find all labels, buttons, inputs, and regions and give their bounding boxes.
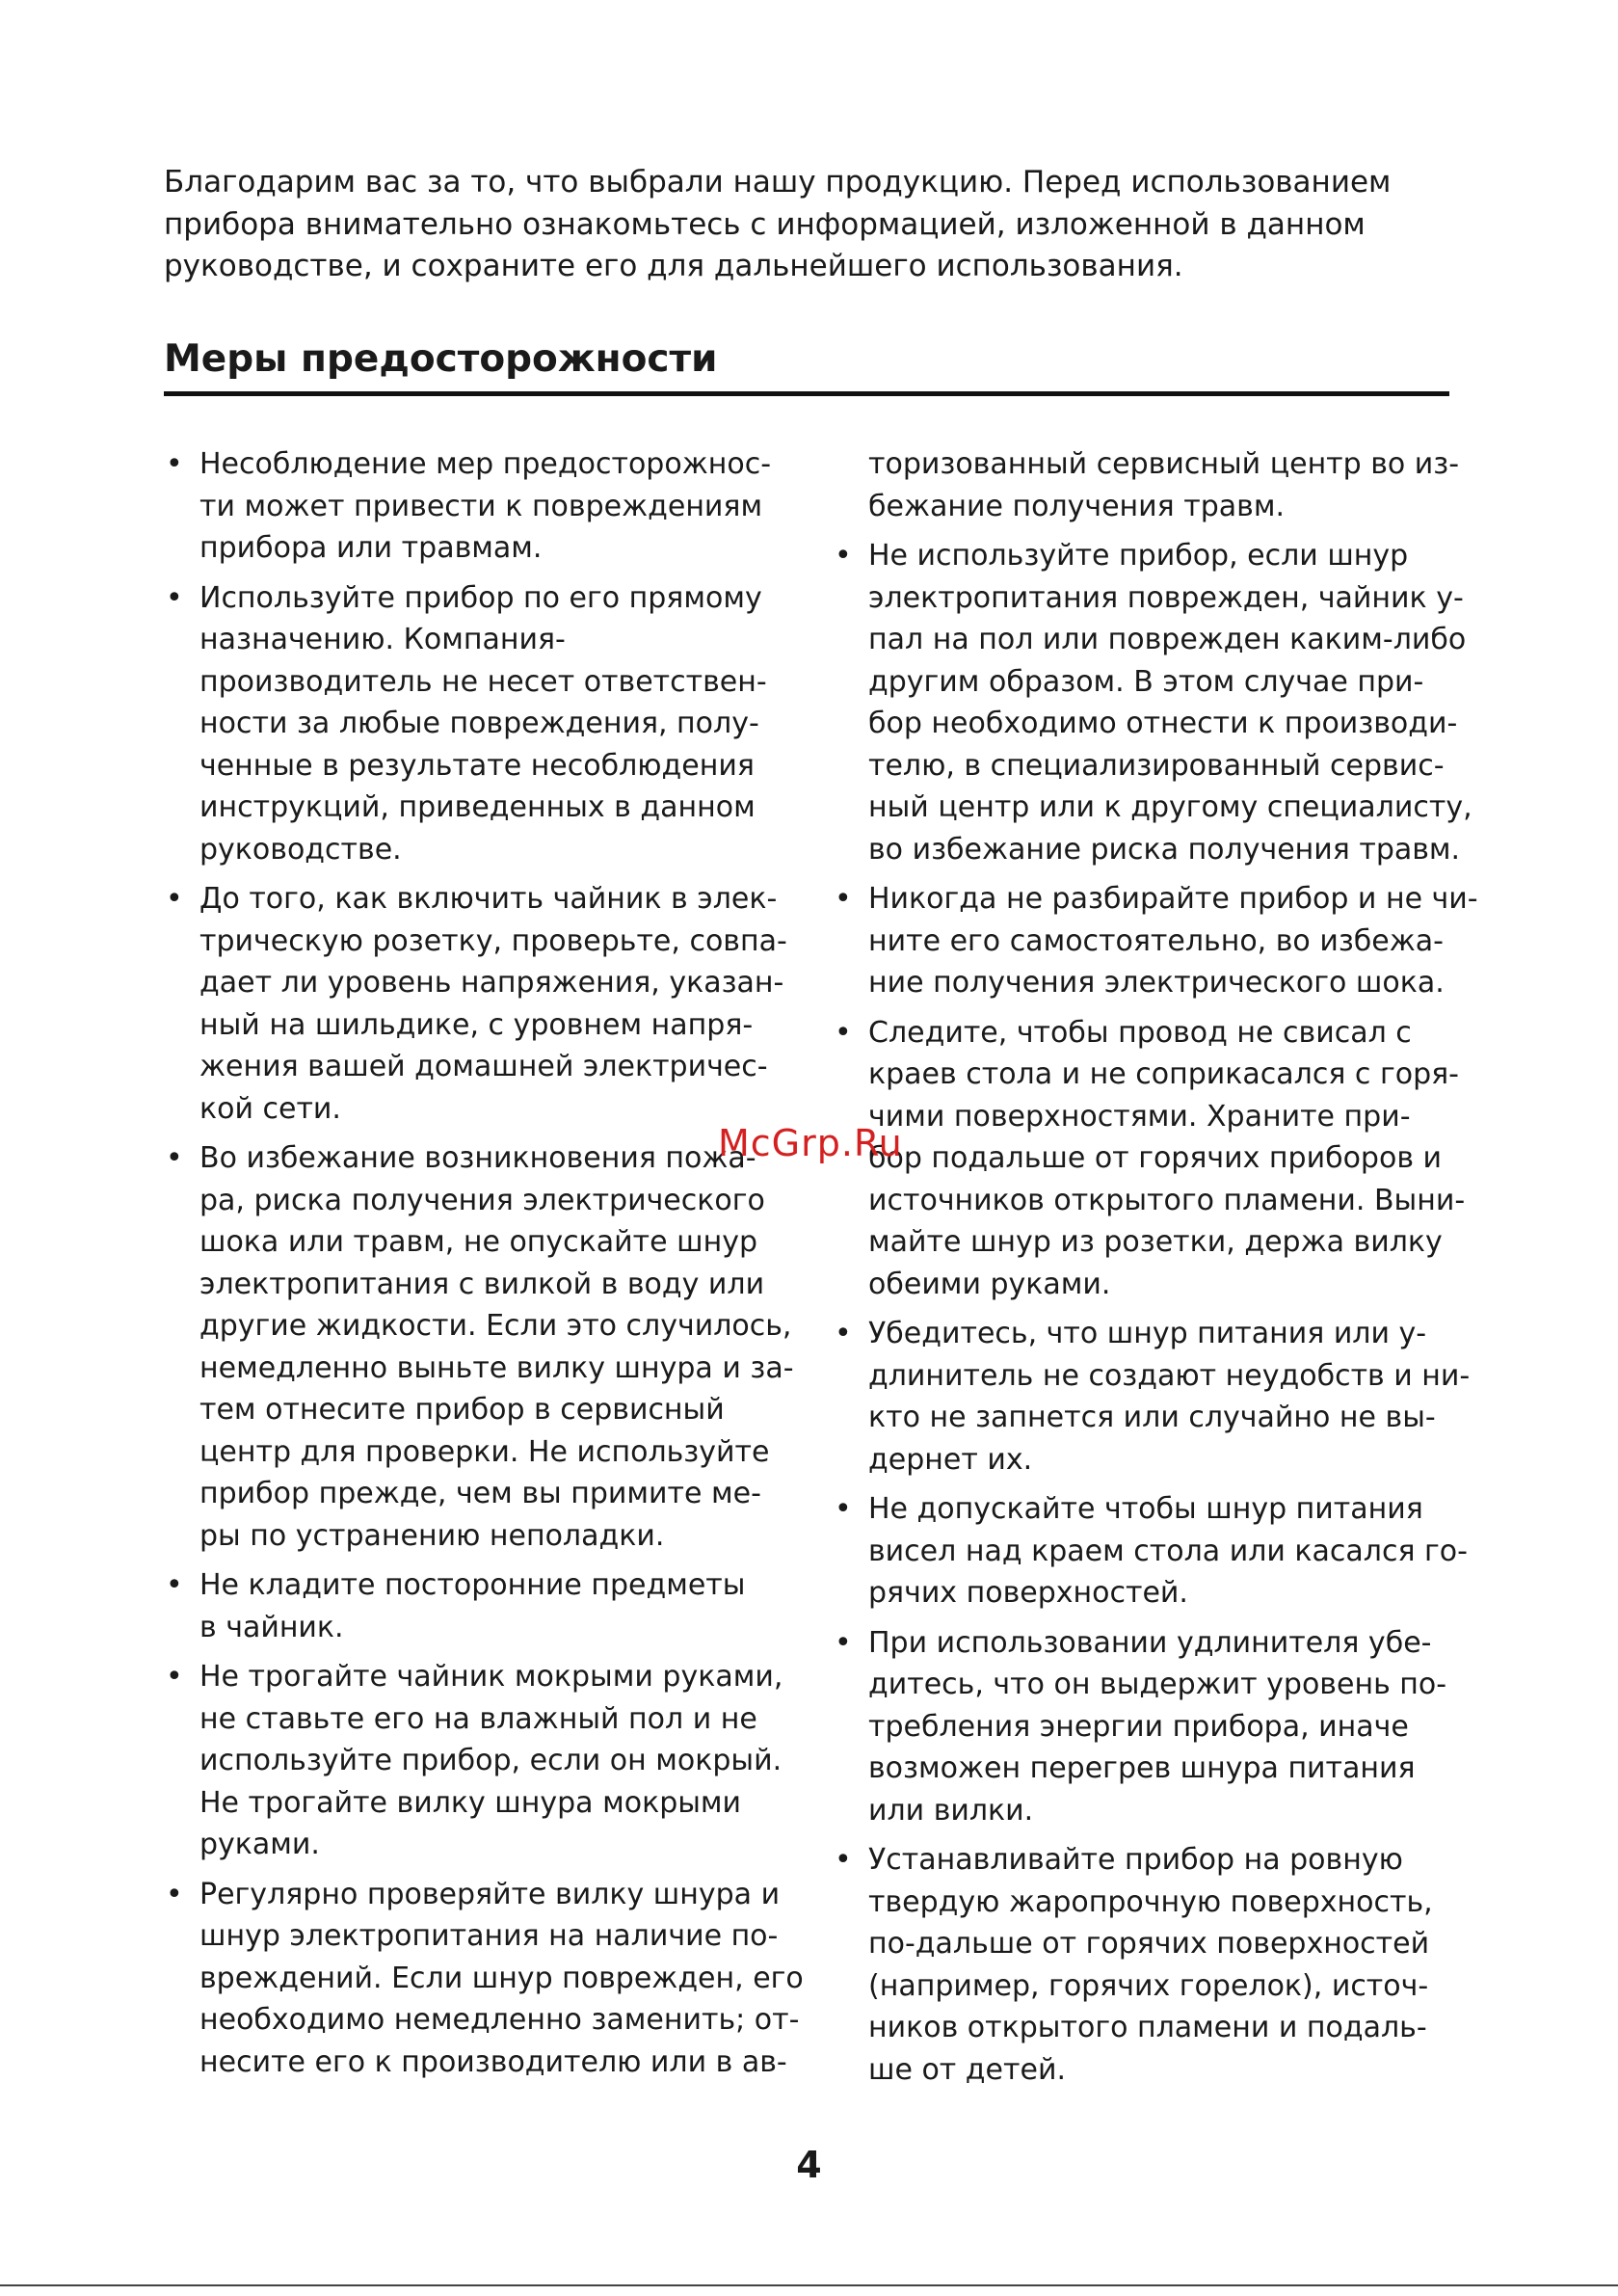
precaution-line: Не трогайте вилку шнура мокрыми (199, 1785, 742, 1820)
precaution-item (833, 1012, 1507, 1306)
precaution-line: Убедитесь, что шнур питания или у- (868, 1317, 1427, 1350)
precaution-line: или вилки. (868, 1793, 1034, 1828)
precaution-line: источников открытого пламени. Выни- (868, 1183, 1466, 1217)
precaution-line: ности за любые повреждения, полу- (199, 707, 759, 740)
bullet-icon: • (166, 1568, 183, 1602)
precaution-line: производитель не несет ответствен- (199, 664, 767, 699)
intro-line: прибора внимательно ознакомьтесь с информацией, изложенной в данном (164, 206, 1366, 242)
precaution-line: инструкций, приведенных в данном (199, 790, 756, 824)
precaution-line: назначению. Компания- (199, 623, 566, 656)
precaution-line: кто не запнется или случайно не вы- (868, 1401, 1436, 1434)
bullet-icon: • (166, 1660, 183, 1694)
precaution-line: руководстве. (199, 832, 402, 867)
precaution-line: Никогда не разбирайте прибор и не чи- (868, 882, 1478, 916)
precaution-line: Во избежание возникновения пожа- (199, 1141, 756, 1175)
precaution-item (833, 878, 1507, 1004)
precaution-line: прибор прежде, чем вы примите ме- (199, 1477, 761, 1510)
bullet-icon: • (166, 1141, 183, 1175)
bullet-icon: • (166, 882, 183, 916)
precaution-line: тем отнесите прибор в сервисный (199, 1393, 725, 1427)
precaution-line: пал на пол или поврежден каким-либо (868, 623, 1467, 656)
precaution-line: необходимо немедленно заменить; от- (199, 2003, 800, 2037)
precaution-item (164, 1874, 838, 2084)
precaution-line: ный на шильдике, с уровнем напря- (199, 1007, 754, 1042)
bullet-icon: • (166, 447, 183, 481)
precaution-line: центр для проверки. Не используйте (199, 1434, 770, 1469)
bullet-icon: • (835, 1317, 852, 1350)
precaution-line: телю, в специализированный сервис- (868, 748, 1445, 783)
precaution-line: бор подальше от горячих приборов и (868, 1141, 1443, 1175)
intro-paragraph (164, 162, 1455, 288)
precaution-line: требления энергии прибора, иначе (868, 1709, 1409, 1744)
page-number: 4 (796, 2144, 822, 2186)
precaution-line: До того, как включить чайник в элек- (199, 882, 778, 916)
precaution-line: прибора или травмам. (199, 531, 543, 565)
precaution-line: по-дальше от горячих поверхностей (868, 1927, 1430, 1961)
bullet-icon: • (166, 1877, 183, 1911)
precaution-line: Не трогайте чайник мокрыми руками, (199, 1660, 783, 1694)
precaution-item (164, 1137, 838, 1557)
precaution-line: в чайник. (199, 1610, 344, 1644)
precaution-line: Следите, чтобы провод не свисал с (868, 1015, 1412, 1050)
precaution-item (164, 1564, 838, 1648)
precaution-line: бор необходимо отнести к производи- (868, 707, 1458, 740)
precaution-item (833, 1313, 1507, 1481)
bullet-icon: • (835, 1843, 852, 1877)
intro-line: руководстве, и сохраните его для дальнейшего использования. (164, 249, 1183, 283)
precaution-line: висел над краем стола или касался го- (868, 1534, 1468, 1568)
precaution-line: вреждений. Если шнур поврежден, его (199, 1961, 804, 1995)
precaution-line: электропитания с вилкой в воду или (199, 1267, 765, 1301)
bullet-icon: • (835, 1492, 852, 1526)
precaution-line: возможен перегрев шнура питания (868, 1751, 1416, 1785)
intro-line: Благодарим вас за то, что выбрали нашу продукцию. Перед использованием (164, 165, 1392, 200)
precaution-line: шока или травм, не опускайте шнур (199, 1225, 757, 1259)
precaution-line: трическую розетку, проверьте, совпа- (199, 923, 787, 958)
precaution-line: рячих поверхностей. (868, 1576, 1188, 1610)
precaution-line: Регулярно проверяйте вилку шнура и (199, 1877, 781, 1911)
precaution-line: длинитель не создают неудобств и ни- (868, 1358, 1471, 1393)
precaution-line: ните его самостоятельно, во избежа- (868, 923, 1444, 958)
precaution-line: При использовании удлинителя убе- (868, 1625, 1432, 1660)
precaution-line: кой сети. (199, 1091, 341, 1126)
bullet-icon: • (835, 882, 852, 916)
watermark: McGrp.Ru (718, 1122, 903, 1164)
precaution-line: дитесь, что он выдержит уровень по- (868, 1668, 1447, 1701)
precaution-line: немедленно выньте вилку шнура и за- (199, 1350, 794, 1385)
precaution-line: краев стола и не соприкасался с горя- (868, 1057, 1459, 1091)
precaution-line: ный центр или к другому специалисту, (868, 790, 1472, 824)
precaution-item (833, 535, 1507, 870)
precaution-line: дернет их. (868, 1442, 1033, 1477)
precaution-line: не ставьте его на влажный пол и не (199, 1701, 757, 1736)
precaution-item (164, 878, 838, 1130)
precaution-line: другие жидкости. Если это случилось, (199, 1309, 792, 1343)
precaution-line: дает ли уровень напряжения, указан- (199, 966, 784, 1000)
precaution-line: майте шнур из розетки, держа вилку (868, 1225, 1443, 1259)
precaution-line: ченные в результате несоблюдения (199, 748, 755, 783)
precaution-line: Не используйте прибор, если шнур (868, 539, 1409, 573)
precaution-line: другим образом. В этом случае при- (868, 664, 1424, 699)
precaution-line: обеими руками. (868, 1267, 1111, 1301)
bullet-icon: • (835, 1625, 852, 1660)
precaution-item (833, 1488, 1507, 1615)
precaution-line: ние получения электрического шока. (868, 966, 1445, 1000)
precaution-line: несите его к производителю или в ав- (199, 2044, 787, 2079)
precaution-item (833, 1622, 1507, 1832)
precaution-line: торизованный сервисный центр во из- (868, 447, 1460, 481)
precaution-line: бежание получения травм. (868, 489, 1285, 523)
bullet-icon: • (835, 1015, 852, 1050)
precaution-line: твердую жаропрочную поверхность, (868, 1884, 1433, 1919)
precaution-line: руками. (199, 1828, 320, 1861)
precaution-line: электропитания поврежден, чайник у- (868, 580, 1464, 615)
precaution-line: шнур электропитания на наличие по- (199, 1919, 779, 1953)
right-column (833, 443, 1507, 2098)
precaution-line: во избежание риска получения травм. (868, 832, 1461, 867)
precaution-continuation (833, 443, 1507, 527)
precaution-item (164, 1656, 838, 1866)
bullet-icon: • (835, 539, 852, 573)
precaution-line: ра, риска получения электрического (199, 1183, 765, 1217)
precaution-line: ников открытого пламени и подаль- (868, 2011, 1427, 2044)
precaution-item (833, 1839, 1507, 2091)
precaution-line: (например, горячих горелок), источ- (868, 1968, 1429, 2003)
precaution-line: чими поверхностями. Храните при- (868, 1099, 1411, 1134)
precaution-line: ше от детей. (868, 2052, 1066, 2087)
precaution-line: ры по устранению неполадки. (199, 1518, 665, 1553)
precaution-item (164, 443, 838, 570)
precaution-line: используйте прибор, если он мокрый. (199, 1744, 782, 1777)
bullet-icon: • (166, 580, 183, 615)
precaution-line: Не допускайте чтобы шнур питания (868, 1492, 1423, 1526)
precaution-line: Устанавливайте прибор на ровную (868, 1843, 1403, 1877)
precaution-line: жения вашей домашней электричес- (199, 1050, 768, 1083)
precaution-item (164, 577, 838, 871)
precaution-line: Несоблюдение мер предосторожнос- (199, 447, 772, 481)
bottom-border (0, 2284, 1618, 2286)
section-divider (164, 391, 1449, 396)
section-title: Меры предосторожности (164, 337, 718, 381)
precaution-line: Не кладите посторонние предметы (199, 1568, 746, 1602)
precaution-line: ти может привести к повреждениям (199, 489, 763, 523)
left-column (164, 443, 838, 2091)
precaution-line: Используйте прибор по его прямому (199, 580, 762, 615)
